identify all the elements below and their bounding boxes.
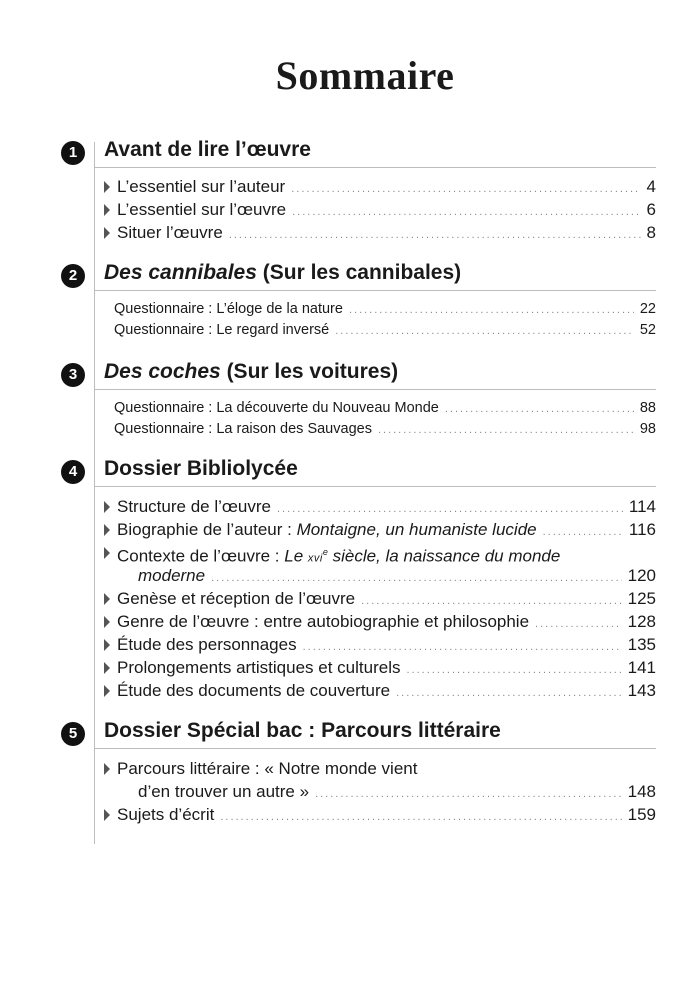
page-number: 114 bbox=[628, 497, 656, 516]
divider bbox=[95, 486, 656, 487]
section-heading[interactable]: Dossier Bibliolycée bbox=[104, 457, 298, 480]
section-2 bbox=[0, 261, 700, 341]
entry-label: Genèse et réception de l’œuvre bbox=[117, 589, 356, 608]
heading-italic: Des coches bbox=[104, 360, 221, 383]
toc-entry[interactable] bbox=[0, 633, 700, 656]
dot-leader bbox=[445, 399, 634, 420]
bullet-arrow-icon bbox=[104, 495, 110, 518]
entry-label: Sujets d’écrit bbox=[117, 805, 215, 824]
page-number: 125 bbox=[627, 589, 656, 608]
page-number: 159 bbox=[627, 805, 656, 824]
page-number: 4 bbox=[646, 177, 656, 196]
entry-label: Contexte de l’œuvre : Le xvi$^e$ siècle, la naissance du monde bbox=[117, 546, 561, 566]
section-5 bbox=[0, 719, 700, 826]
toc-entry-continuation[interactable] bbox=[0, 780, 700, 803]
section-1 bbox=[0, 138, 700, 244]
bullet-arrow-icon bbox=[104, 175, 110, 198]
dot-leader bbox=[335, 321, 634, 342]
page-number: 88 bbox=[639, 400, 656, 416]
page-number: 8 bbox=[646, 223, 656, 242]
entry-label: L’essentiel sur l’auteur bbox=[117, 177, 286, 196]
bullet-arrow-icon bbox=[104, 221, 110, 244]
dot-leader bbox=[349, 300, 634, 321]
toc-entry[interactable] bbox=[0, 419, 700, 440]
page-number: 6 bbox=[646, 200, 656, 219]
section-3 bbox=[0, 360, 700, 440]
bullet-arrow-icon bbox=[104, 587, 110, 610]
divider bbox=[95, 748, 656, 749]
toc-entry[interactable] bbox=[0, 320, 700, 341]
dot-leader bbox=[229, 224, 641, 247]
bullet-arrow-icon bbox=[104, 633, 110, 656]
page-number: 128 bbox=[627, 612, 656, 631]
dot-leader bbox=[396, 682, 622, 705]
entry-label: Biographie de l’auteur : Montaigne, un humaniste lucide bbox=[117, 520, 537, 539]
section-number-badge: 5 bbox=[61, 722, 85, 746]
toc-entry[interactable] bbox=[0, 587, 700, 610]
entry-label: d’en trouver un autre » bbox=[138, 782, 310, 801]
toc-entry[interactable] bbox=[0, 656, 700, 679]
dot-leader bbox=[220, 806, 621, 829]
toc-entry[interactable] bbox=[0, 610, 700, 633]
toc-entry[interactable] bbox=[0, 198, 700, 221]
divider bbox=[95, 389, 656, 390]
bullet-arrow-icon bbox=[104, 656, 110, 679]
page-number: 141 bbox=[627, 658, 656, 677]
toc-entry[interactable] bbox=[0, 175, 700, 198]
entry-label: Étude des documents de couverture bbox=[117, 681, 391, 700]
page-number: 148 bbox=[627, 782, 656, 801]
dot-leader bbox=[378, 420, 634, 441]
bullet-arrow-icon bbox=[104, 757, 110, 780]
bullet-arrow-icon bbox=[104, 198, 110, 221]
section-4 bbox=[0, 457, 700, 702]
entry-label: moderne bbox=[138, 566, 206, 585]
bullet-arrow-icon bbox=[104, 803, 110, 826]
entry-label: L’essentiel sur l’œuvre bbox=[117, 200, 287, 219]
toc-entry[interactable] bbox=[0, 398, 700, 419]
entry-label: Situer l’œuvre bbox=[117, 223, 223, 242]
entry-label: Questionnaire : La découverte du Nouveau Monde bbox=[114, 400, 439, 416]
heading-italic: Des cannibales bbox=[104, 261, 257, 284]
entry-label: Parcours littéraire : « Notre monde vient bbox=[117, 759, 418, 778]
page-number: 22 bbox=[639, 301, 656, 317]
page-number: 143 bbox=[627, 681, 656, 700]
divider bbox=[95, 290, 656, 291]
section-number-badge: 4 bbox=[61, 460, 85, 484]
section-number-badge: 2 bbox=[61, 264, 85, 288]
entry-label: Questionnaire : Le regard inversé bbox=[114, 322, 330, 338]
section-number-badge: 1 bbox=[61, 141, 85, 165]
toc-entry-continuation[interactable] bbox=[0, 564, 700, 587]
divider bbox=[95, 167, 656, 168]
page-number: 52 bbox=[639, 322, 656, 338]
toc-entry[interactable] bbox=[0, 518, 700, 541]
toc-entry[interactable] bbox=[0, 803, 700, 826]
toc-entry[interactable] bbox=[0, 495, 700, 518]
toc-entry[interactable] bbox=[0, 679, 700, 702]
heading-rest: (Sur les voitures) bbox=[220, 360, 399, 383]
page-number: 135 bbox=[627, 635, 656, 654]
bullet-arrow-icon bbox=[104, 518, 110, 541]
entry-label: Questionnaire : L’éloge de la nature bbox=[114, 301, 343, 317]
entry-label: Étude des personnages bbox=[117, 635, 297, 654]
entry-label: Questionnaire : La raison des Sauvages bbox=[114, 421, 372, 437]
page-title: Sommaire bbox=[275, 53, 455, 98]
toc-entry[interactable] bbox=[0, 221, 700, 244]
toc-entry[interactable] bbox=[0, 757, 700, 780]
entry-label: Prolongements artistiques et culturels bbox=[117, 658, 401, 677]
section-heading[interactable]: Avant de lire l’œuvre bbox=[104, 138, 311, 161]
page-number: 98 bbox=[639, 421, 656, 437]
bullet-arrow-icon bbox=[104, 610, 110, 633]
toc-entry[interactable] bbox=[0, 541, 700, 564]
section-heading[interactable] bbox=[104, 261, 461, 285]
page-number: 116 bbox=[628, 520, 656, 539]
bullet-arrow-icon bbox=[104, 541, 110, 564]
toc-entry[interactable] bbox=[0, 299, 700, 320]
section-heading[interactable]: Dossier Spécial bac : Parcours littéraire bbox=[104, 719, 501, 742]
section-number-badge: 3 bbox=[61, 363, 85, 387]
entry-label: Genre de l’œuvre : entre autobiographie et philosophie bbox=[117, 612, 530, 631]
heading-rest: (Sur les cannibales) bbox=[256, 261, 462, 284]
bullet-arrow-icon bbox=[104, 679, 110, 702]
entry-label: Structure de l’œuvre bbox=[117, 497, 271, 516]
section-heading[interactable] bbox=[104, 360, 398, 384]
page-number: 120 bbox=[627, 566, 656, 585]
